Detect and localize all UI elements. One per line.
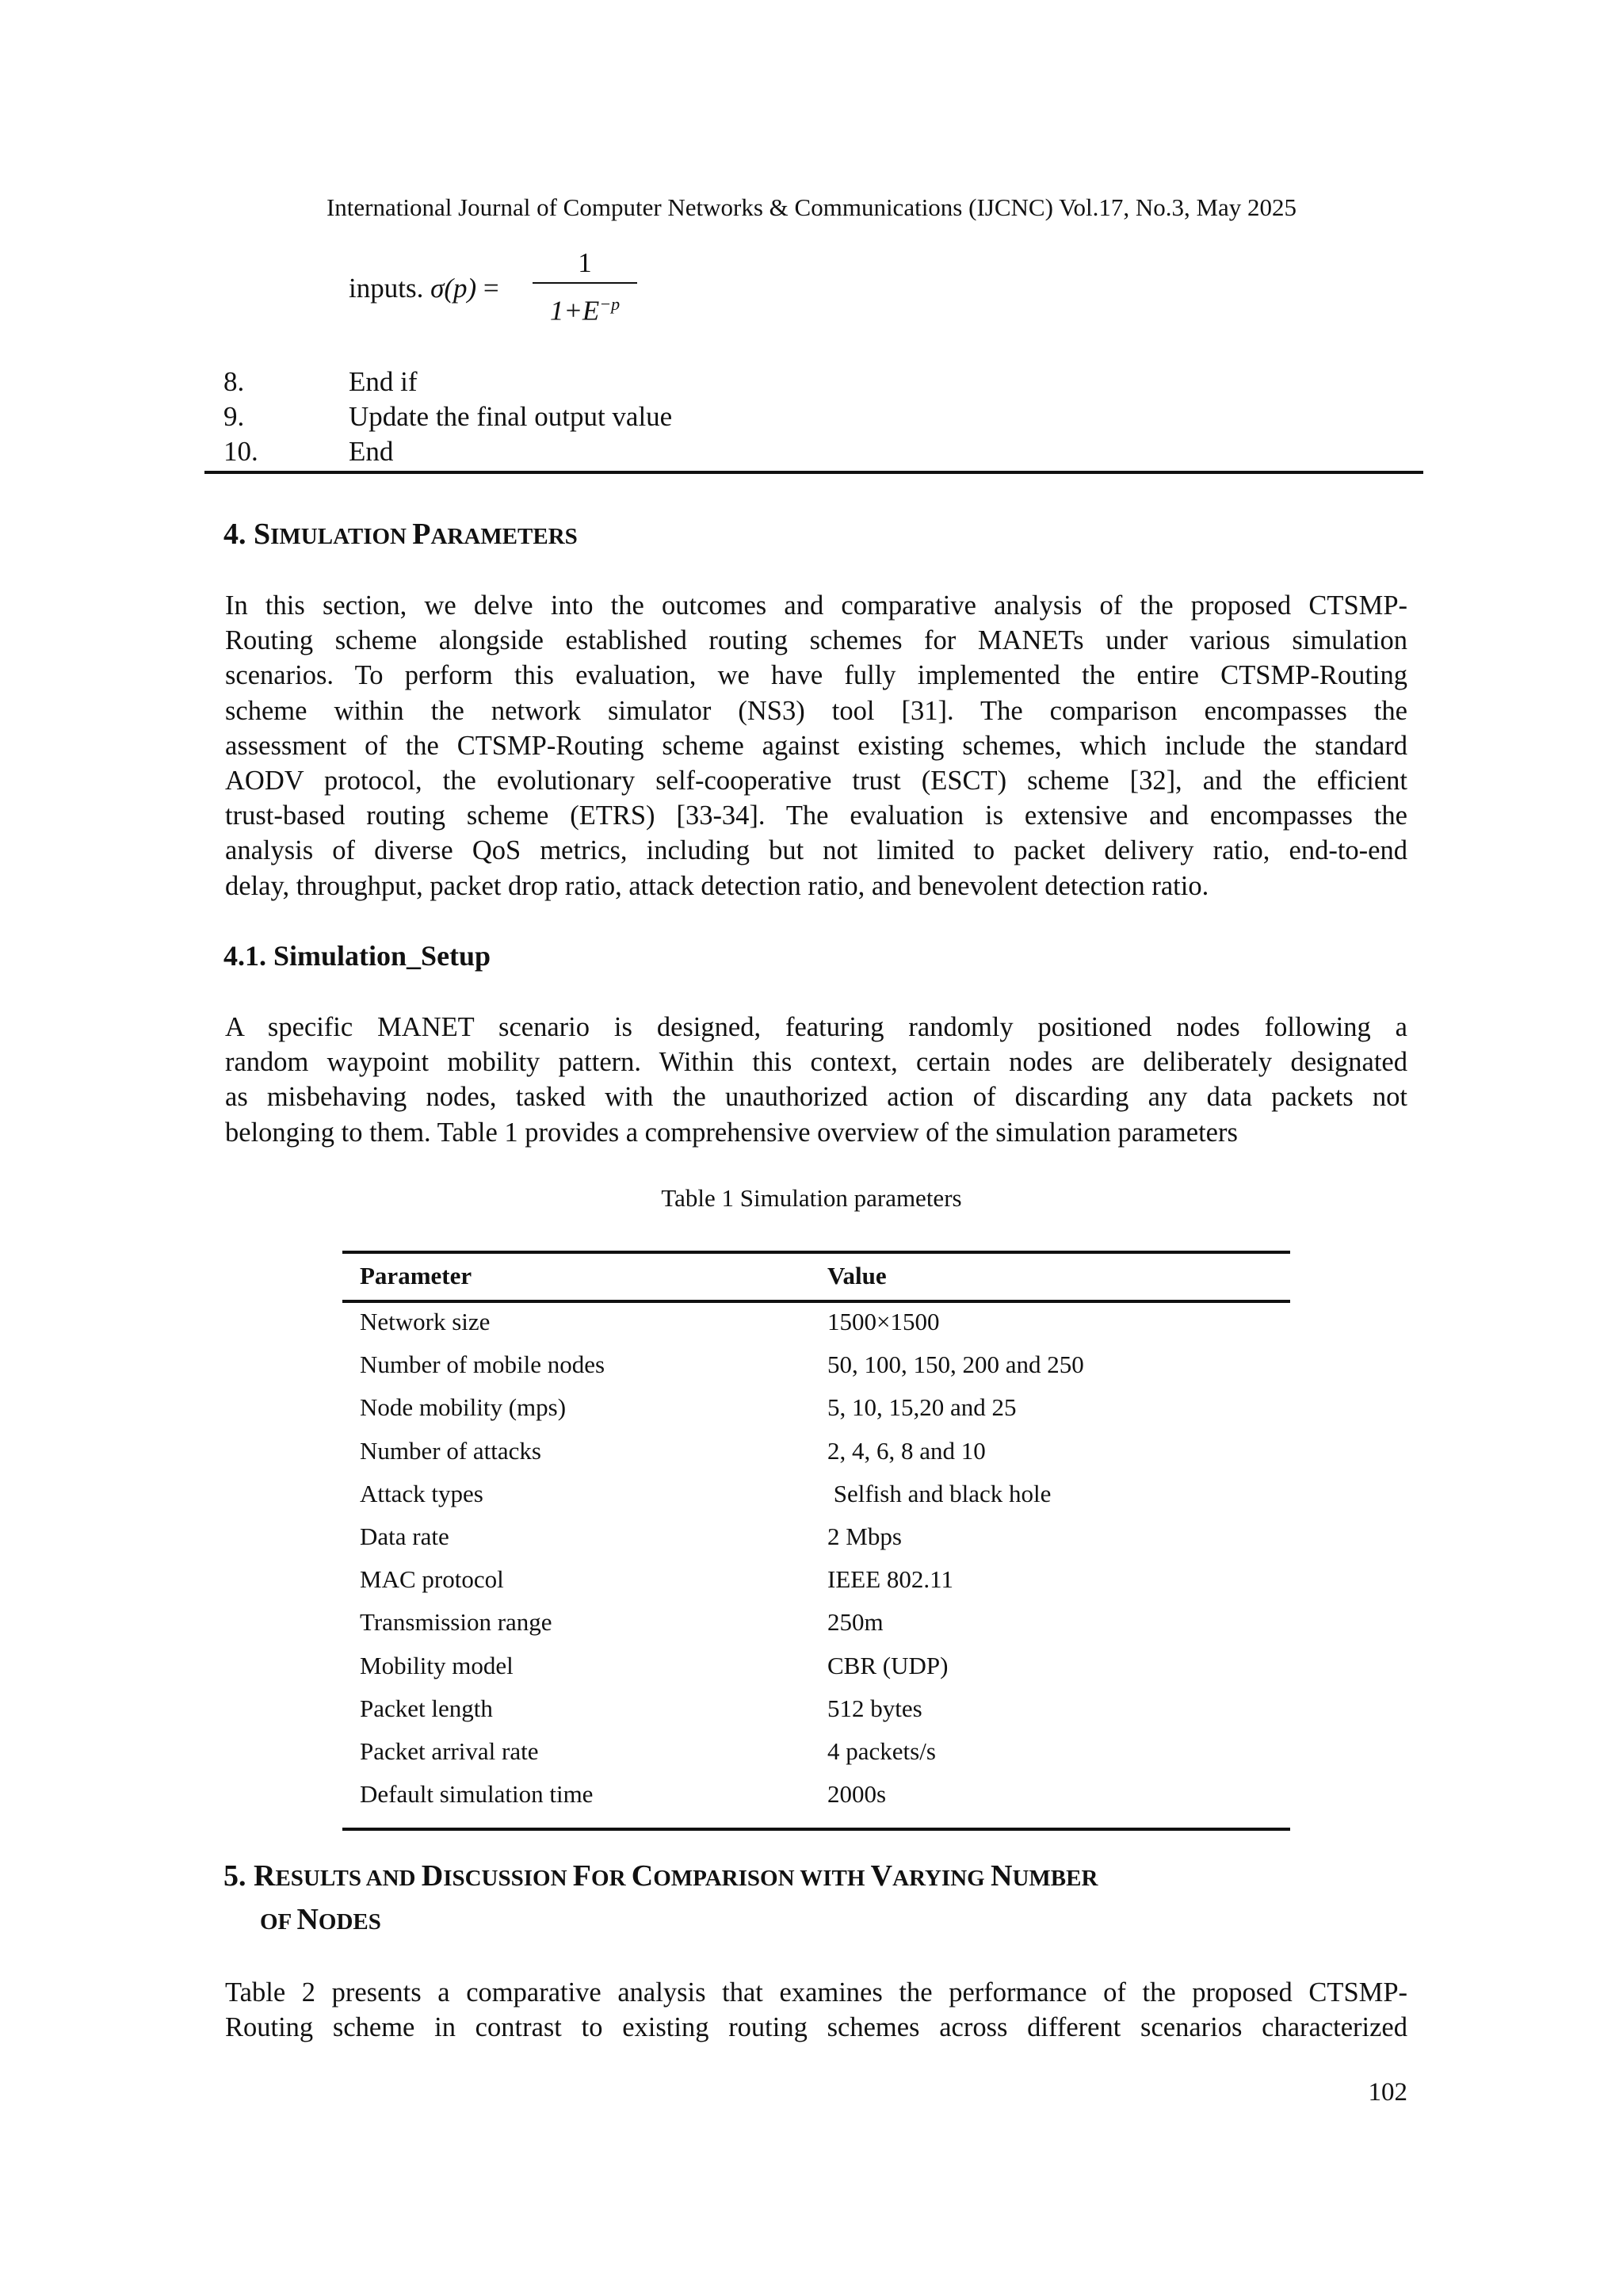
heading-smallcaps: ESULTS AND <box>275 1866 422 1891</box>
step-text: Update the final output value <box>349 401 673 432</box>
heading-cap: C <box>631 1859 654 1893</box>
table-cell-value: CBR (UDP) <box>827 1651 949 1679</box>
table-cell-value: 50, 100, 150, 200 and 250 <box>827 1350 1084 1379</box>
table-cell-parameter: Default simulation time <box>360 1780 594 1809</box>
table-cell-value: 4 packets/s <box>827 1737 936 1765</box>
paragraph-line: analysis of diverse QoS metrics, including but not limited to packet delivery ratio, end-to-end <box>225 835 1407 866</box>
table-1-caption: Table 1 Simulation parameters <box>661 1184 962 1212</box>
heading-smallcaps: ISCUSSION <box>443 1866 573 1891</box>
table-cell-value: IEEE 802.11 <box>827 1565 953 1594</box>
formula-numerator: 1 <box>578 247 592 278</box>
table-header-cell: Value <box>827 1262 887 1289</box>
table-cell-parameter: Data rate <box>360 1522 449 1550</box>
section-4-1-paragraph <box>225 1010 1407 1150</box>
table-cell-parameter: Network size <box>360 1308 491 1335</box>
heading-smallcaps: OMPARISON WITH <box>653 1866 871 1891</box>
step-text: End <box>349 436 394 467</box>
table-cell-parameter: Attack types <box>360 1479 483 1507</box>
heading-cap: F <box>572 1859 592 1893</box>
section-4-paragraph <box>225 588 1407 904</box>
paragraph-line: Routing scheme alongside established routing schemes for MANETs under various simulation <box>225 625 1407 656</box>
table-cell-parameter: Number of attacks <box>360 1436 541 1465</box>
table-cell-value: 512 bytes <box>827 1694 922 1722</box>
table-cell-parameter: Packet length <box>360 1694 493 1722</box>
heading-number: 5. <box>223 1859 246 1893</box>
table-cell-value: Selfish and black hole <box>827 1479 1052 1507</box>
paragraph-line: random waypoint mobility pattern. Within this context, certain nodes are deliberately designated <box>225 1047 1407 1078</box>
section-4-heading <box>223 517 578 552</box>
paragraph-line: Table 2 presents a comparative analysis that examines the performance of the proposed CTSMP- <box>225 1977 1407 2008</box>
heading-cap: N <box>990 1859 1013 1893</box>
paragraph-line: AODV protocol, the evolutionary self-cooperative trust (ESCT) scheme [32], and the efficient <box>225 765 1407 796</box>
section-5-heading-line-2 <box>260 1902 381 1937</box>
formula-denominator: $1+E^{-p}$ <box>549 294 621 327</box>
paragraph-line: scenarios. To perform this evaluation, we have fully implemented the entire CTSMP-Routing <box>225 660 1407 691</box>
paragraph-line: Routing scheme in contrast to existing routing schemes across different scenarios characterized <box>225 2012 1407 2043</box>
paragraph-line: delay, throughput, packet drop ratio, attack detection ratio, and benevolent detection ratio. <box>225 870 1209 901</box>
paragraph-line: trust-based routing scheme (ETRS) [33-34]. The evaluation is extensive and encompasses the <box>225 800 1407 831</box>
formula-fraction <box>533 246 637 329</box>
table-cell-value: 5, 10, 15,20 and 25 <box>827 1393 1017 1422</box>
section-5-paragraph <box>225 1975 1407 2045</box>
algorithm-end-rule <box>204 471 1423 474</box>
table-cell-value: 2 Mbps <box>827 1522 902 1550</box>
heading-smallcaps: ARAMETERS <box>430 524 578 549</box>
table-cell-parameter: Mobility model <box>360 1651 514 1679</box>
table-cell-parameter: Transmission range <box>360 1608 552 1637</box>
heading-smallcaps: ODES <box>318 1909 381 1935</box>
section-4-1-heading: 4.1. Simulation_Setup <box>223 940 491 972</box>
step-number: 9. <box>223 401 245 432</box>
heading-cap: N <box>296 1903 319 1936</box>
table-cell-value: 1500×1500 <box>827 1308 940 1335</box>
heading-cap: P <box>412 518 431 551</box>
step-number: 10. <box>223 436 258 467</box>
table-top-rule <box>342 1251 1290 1254</box>
step-text: End if <box>349 366 418 397</box>
paragraph-line: assessment of the CTSMP-Routing scheme against existing schemes, which include the standard <box>225 730 1407 761</box>
table-cell-value: 250m <box>827 1608 884 1637</box>
paragraph-line: In this section, we delve into the outcomes and comparative analysis of the proposed CTSMP- <box>225 590 1407 621</box>
fraction-bar <box>533 282 637 284</box>
heading-cap: S <box>254 518 271 551</box>
heading-cap: R <box>254 1859 276 1893</box>
table-cell-parameter: Node mobility (mps) <box>360 1393 567 1422</box>
table-bottom-rule <box>342 1828 1290 1831</box>
formula-lhs: inputs. σ(p) = <box>349 273 499 304</box>
section-5-heading-line-1 <box>223 1859 1098 1893</box>
heading-smallcaps: ARYING <box>892 1866 991 1891</box>
heading-smallcaps: OR <box>591 1866 632 1891</box>
heading-smallcaps: UMBER <box>1012 1866 1098 1891</box>
table-cell-value: 2, 4, 6, 8 and 10 <box>827 1436 986 1465</box>
table-cell-parameter: Number of mobile nodes <box>360 1350 605 1379</box>
paragraph-line: scheme within the network simulator (NS3) tool [31]. The comparison encompasses the <box>225 695 1407 726</box>
table-header-rule <box>342 1300 1290 1303</box>
table-header-cell: Parameter <box>360 1262 472 1289</box>
paragraph-line: as misbehaving nodes, tasked with the unauthorized action of discarding any data packets not <box>225 1082 1407 1113</box>
heading-smallcaps: IMULATION <box>270 524 413 549</box>
heading-cap: V <box>870 1859 893 1893</box>
paragraph-line: belonging to them. Table 1 provides a comprehensive overview of the simulation parameters <box>225 1117 1238 1148</box>
paragraph-line: A specific MANET scenario is designed, featuring randomly positioned nodes following a <box>225 1012 1407 1042</box>
running-header: International Journal of Computer Networks & Communications (IJCNC) Vol.17, No.3, May 2025 <box>326 193 1297 221</box>
step-number: 8. <box>223 366 245 397</box>
table-cell-parameter: MAC protocol <box>360 1565 504 1594</box>
heading-smallcaps: OF <box>260 1909 297 1935</box>
table-cell-parameter: Packet arrival rate <box>360 1737 539 1765</box>
heading-cap: D <box>421 1859 444 1893</box>
heading-number: 4. <box>223 518 246 551</box>
table-cell-value: 2000s <box>827 1780 887 1809</box>
page-number: 102 <box>1368 2078 1407 2107</box>
